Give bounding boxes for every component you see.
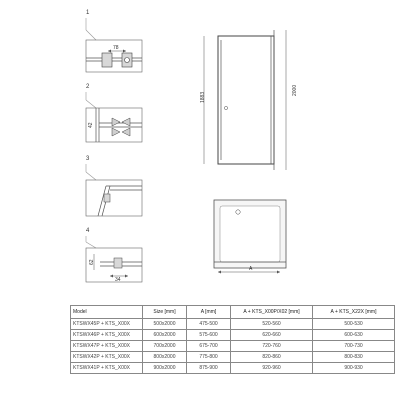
table-cell-size: 600x2000 [143, 330, 187, 341]
table-cell-model: KTSWX41P + KTS_X00X [71, 363, 143, 374]
detail-2 [86, 84, 142, 142]
detail-4-dimension-height: 62 [89, 259, 95, 265]
table-row [71, 319, 395, 330]
plan-width-label: A [249, 266, 253, 272]
spec-table-header-size: Size [mm] [143, 306, 187, 319]
table-cell-a: 575-600 [187, 330, 231, 341]
detail-1-dimension: 78 [113, 45, 119, 51]
table-cell-a-kts-x00p: 620-660 [231, 330, 313, 341]
table-row [71, 330, 395, 341]
spec-table-header-row [71, 306, 395, 319]
table-row [71, 352, 395, 363]
table-row [71, 363, 395, 374]
table-cell-size: 700x2000 [143, 341, 187, 352]
spec-table-header-a-kts-x00p: A + KTS_X00P/X02 [mm] [231, 306, 313, 319]
table-cell-a: 775-800 [187, 352, 231, 363]
profile-clip-icon [104, 194, 110, 202]
spec-table [70, 305, 395, 374]
elevation-height-inner: 1883 [200, 91, 206, 103]
detail-1 [86, 10, 142, 72]
table-row [71, 341, 395, 352]
door-knob-icon [224, 106, 227, 109]
table-cell-size: 900x2000 [143, 363, 187, 374]
table-cell-model: KTSWX47P + KTS_X00X [71, 341, 143, 352]
front-elevation [200, 30, 298, 170]
table-cell-size: 800x2000 [143, 352, 187, 363]
table-cell-a-kts-x22x: 600-630 [313, 330, 395, 341]
detail-2-dimension: 42 [88, 122, 94, 128]
table-cell-a-kts-x00p: 520-560 [231, 319, 313, 330]
table-cell-a-kts-x00p: 820-860 [231, 352, 313, 363]
detail-4-dimension-width: 34 [115, 277, 121, 283]
detail-4 [86, 228, 142, 283]
table-cell-a: 875-900 [187, 363, 231, 374]
door-panel [218, 36, 274, 164]
hinge-bracket-icon [102, 53, 132, 67]
spec-table-header-model: Model [71, 306, 143, 319]
table-cell-a: 475-500 [187, 319, 231, 330]
spec-table-header-a-kts-x22x: A + KTS_X22X [mm] [313, 306, 395, 319]
detail-2-number: 2 [86, 84, 90, 90]
detail-1-number: 1 [86, 10, 90, 16]
table-cell-a: 675-700 [187, 341, 231, 352]
table-cell-model: KTSWX42P + KTS_X00X [71, 352, 143, 363]
shower-tray-drain-icon [236, 210, 240, 214]
table-cell-a-kts-x22x: 700-730 [313, 341, 395, 352]
table-cell-a-kts-x00p: 720-760 [231, 341, 313, 352]
table-cell-a-kts-x00p: 920-960 [231, 363, 313, 374]
table-cell-a-kts-x22x: 800-830 [313, 352, 395, 363]
detail-3-number: 3 [86, 156, 90, 162]
table-cell-model: KTSWX46P + KTS_X00X [71, 330, 143, 341]
table-cell-a-kts-x22x: 900-930 [313, 363, 395, 374]
table-cell-model: KTSWX45P + KTS_X00X [71, 319, 143, 330]
table-cell-size: 500x2000 [143, 319, 187, 330]
table-cell-a-kts-x22x: 500-530 [313, 319, 395, 330]
spec-table-header-a: A [mm] [187, 306, 231, 319]
detail-3-frame [86, 180, 142, 216]
seal-profile-icon [114, 258, 122, 268]
detail-4-number: 4 [86, 228, 90, 234]
detail-3 [86, 156, 142, 216]
elevation-height-outer: 2000 [292, 84, 298, 96]
plan-view [214, 200, 286, 274]
